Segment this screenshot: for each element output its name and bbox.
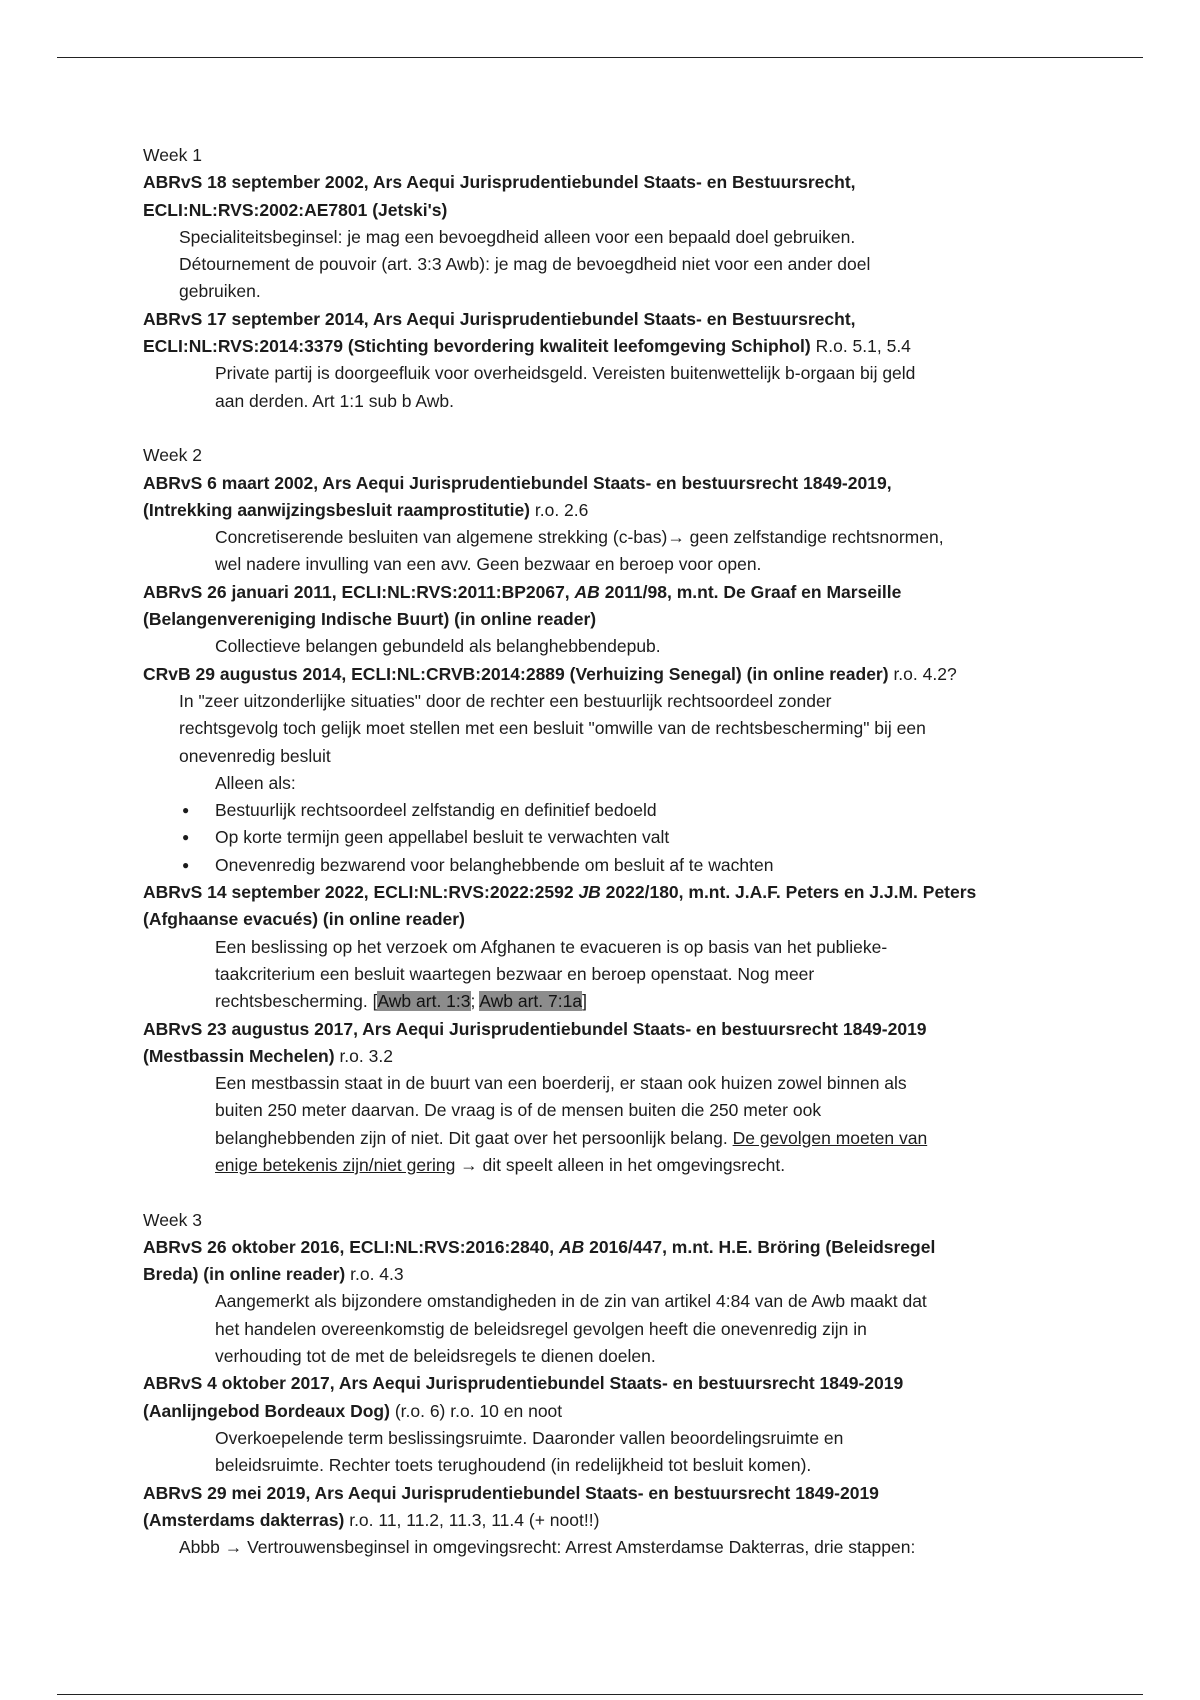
footer-rule [57,1694,1143,1695]
case-citation: (Afghaanse evacués) (in online reader) [143,909,465,930]
case-citation: ABRvS 18 september 2002, Ars Aequi Jurisprudentiebundel Staats- en Bestuursrecht, [143,172,856,193]
case-note: taakcriterium een besluit waartegen bezwaar en beroep openstaat. Nog meer [215,963,815,984]
bullet-item: ● Bestuurlijk rechtsoordeel zelfstandig en definitief bedoeld [143,797,1063,824]
underlined-text: enige betekenis zijn/niet gering [215,1154,456,1175]
case-note: verhouding tot de met de beleidsregels te dienen doelen. [215,1346,656,1367]
header-rule [57,57,1143,58]
case-citation: ABRvS 23 augustus 2017, Ars Aequi Jurisprudentiebundel Staats- en bestuursrecht 1849-2019 [143,1018,927,1039]
case-citation: ABRvS 29 mei 2019, Ars Aequi Jurisprudentiebundel Staats- en bestuursrecht 1849-2019 [143,1482,879,1503]
case-note: Abbb → Vertrouwensbeginsel in omgevingsrecht: Arrest Amsterdamse Dakterras, drie stappen: [179,1537,916,1558]
case-ref: r.o. 3.2 [334,1045,393,1066]
journal-abbrev: AB [574,581,600,602]
case-note: onevenredig besluit [179,745,331,766]
case-note-line [143,1125,1063,1152]
case-note: Een beslissing op het verzoek om Afghanen te evacueren is op basis van het publieke- [215,936,888,957]
underlined-text: De gevolgen moeten van [732,1127,928,1148]
case-citation: ECLI:NL:RVS:2002:AE7801 (Jetski's) [143,199,448,220]
case-citation: ABRvS 17 september 2014, Ars Aequi Jurisprudentiebundel Staats- en Bestuursrecht, [143,308,856,329]
journal-abbrev: JB [578,882,601,903]
case-note: het handelen overeenkomstig de beleidsregel gevolgen heeft die onevenredig zijn in [215,1318,867,1339]
case-note: Een mestbassin staat in de buurt van een boerderij, er staan ook huizen zowel binnen als [215,1073,907,1094]
separator: ; [470,991,480,1012]
blank-line [143,415,1063,442]
case-note: Overkoepelende term beslissingsruimte. Daaronder vallen beoordelingsruimte en [215,1427,844,1448]
case-ref: r.o. 4.3 [345,1264,404,1285]
case-citation-line [143,497,1063,524]
case-note-line [143,1152,1063,1179]
case-citation: 2016/447, m.nt. H.E. Bröring (Beleidsregel [584,1236,936,1257]
case-citation-line [143,1043,1063,1070]
case-note: Alleen als: [215,772,296,793]
case-note: → dit speelt alleen in het omgevingsrecht. [455,1154,786,1175]
case-citation: (Amsterdams dakterras) [143,1509,345,1530]
law-reference-highlight: Awb art. 1:3 [377,991,471,1012]
case-citation: Breda) (in online reader) [143,1264,346,1285]
case-citation: ABRvS 4 oktober 2017, Ars Aequi Jurisprudentiebundel Staats- en bestuursrecht 1849-2019 [143,1373,904,1394]
bullet-item: ● Onevenredig bezwarend voor belanghebbende om besluit af te wachten [143,852,1063,879]
case-citation: ABRvS 14 september 2022, ECLI:NL:RVS:2022:2592 [143,882,579,903]
case-note: In "zeer uitzonderlijke situaties" door de rechter een bestuurlijk rechtsoordeel zonder [179,690,832,711]
case-note-line [143,988,1063,1015]
case-citation: ECLI:NL:RVS:2014:3379 (Stichting bevordering kwaliteit leefomgeving Schiphol) [143,336,811,357]
case-citation-line [143,579,1063,606]
case-citation: (Belangenvereniging Indische Buurt) (in online reader) [143,609,597,630]
case-ref: (r.o. 6) r.o. 10 en noot [389,1400,563,1421]
case-note: buiten 250 meter daarvan. De vraag is of de mensen buiten die 250 meter ook [215,1100,822,1121]
case-ref: r.o. 11, 11.2, 11.3, 11.4 (+ noot!!) [344,1509,600,1530]
case-note: Détournement de pouvoir (art. 3:3 Awb): je mag de bevoegdheid niet voor een ander doel [179,254,871,275]
case-citation: ABRvS 26 januari 2011, ECLI:NL:RVS:2011:BP2067, [143,581,575,602]
case-citation: (Intrekking aanwijzingsbesluit raamprostitutie) [143,499,531,520]
case-note: wel nadere invulling van een avv. Geen bezwaar en beroep voor open. [215,554,762,575]
case-note: rechtsbescherming. [ [215,991,378,1012]
case-note: aan derden. Art 1:1 sub b Awb. [215,390,455,411]
case-ref: r.o. 4.2? [888,663,957,684]
week-heading: Week 3 [143,1209,203,1230]
week-heading: Week 1 [143,145,203,165]
case-citation: (Mestbassin Mechelen) [143,1045,335,1066]
case-ref: r.o. 2.6 [530,499,589,520]
case-note: Specialiteitsbeginsel: je mag een bevoegdheid alleen voor een bepaald doel gebruiken. [179,226,856,247]
case-ref: R.o. 5.1, 5.4 [810,336,911,357]
blank-line [143,1179,1063,1206]
case-citation-line [143,661,1063,688]
case-note: Collectieve belangen gebundeld als belanghebbendepub. [215,636,661,657]
case-note: beleidsruimte. Rechter toets terughoudend (in redelijkheid tot besluit komen). [215,1455,812,1476]
case-citation-line [143,333,1063,360]
case-citation: 2022/180, m.nt. J.A.F. Peters en J.J.M. Peters [600,882,977,903]
case-note: Concretiserende besluiten van algemene strekking (c-bas)→ geen zelfstandige rechtsnormen, [215,527,944,548]
journal-abbrev: AB [558,1236,585,1257]
law-reference-highlight: Awb art. 7:1a [479,991,583,1012]
case-note: Aangemerkt als bijzondere omstandigheden in de zin van artikel 4:84 van de Awb maakt dat [215,1291,927,1312]
case-citation-line [143,1398,1063,1425]
case-citation: CRvB 29 augustus 2014, ECLI:NL:CRVB:2014:2889 (Verhuizing Senegal) (in online reader) [143,663,889,684]
bullet-item: ● Op korte termijn geen appellabel besluit te verwachten valt [143,824,1063,851]
case-citation-line [143,1507,1063,1534]
bracket: ] [582,991,587,1012]
case-note: belanghebbenden zijn of niet. Dit gaat over het persoonlijk belang. [215,1127,733,1148]
case-citation-line [143,1261,1063,1288]
case-citation: ABRvS 6 maart 2002, Ars Aequi Jurisprudentiebundel Staats- en bestuursrecht 1849-2019, [143,472,892,493]
case-citation: 2011/98, m.nt. De Graaf en Marseille [599,581,902,602]
case-citation: ABRvS 26 oktober 2016, ECLI:NL:RVS:2016:2840, [143,1236,559,1257]
case-note: rechtsgevolg toch gelijk moet stellen met een besluit "omwille van de rechtsbescherming" bij een [179,718,926,739]
case-citation-line [143,879,1063,906]
case-citation-line [143,1234,1063,1261]
case-citation: (Aanlijngebod Bordeaux Dog) [143,1400,390,1421]
document-body [143,142,1063,1561]
case-note: gebruiken. [179,281,261,302]
case-note: Private partij is doorgeefluik voor overheidsgeld. Vereisten buitenwettelijk b-orgaan bij geld [215,363,916,384]
week-heading: Week 2 [143,445,203,466]
